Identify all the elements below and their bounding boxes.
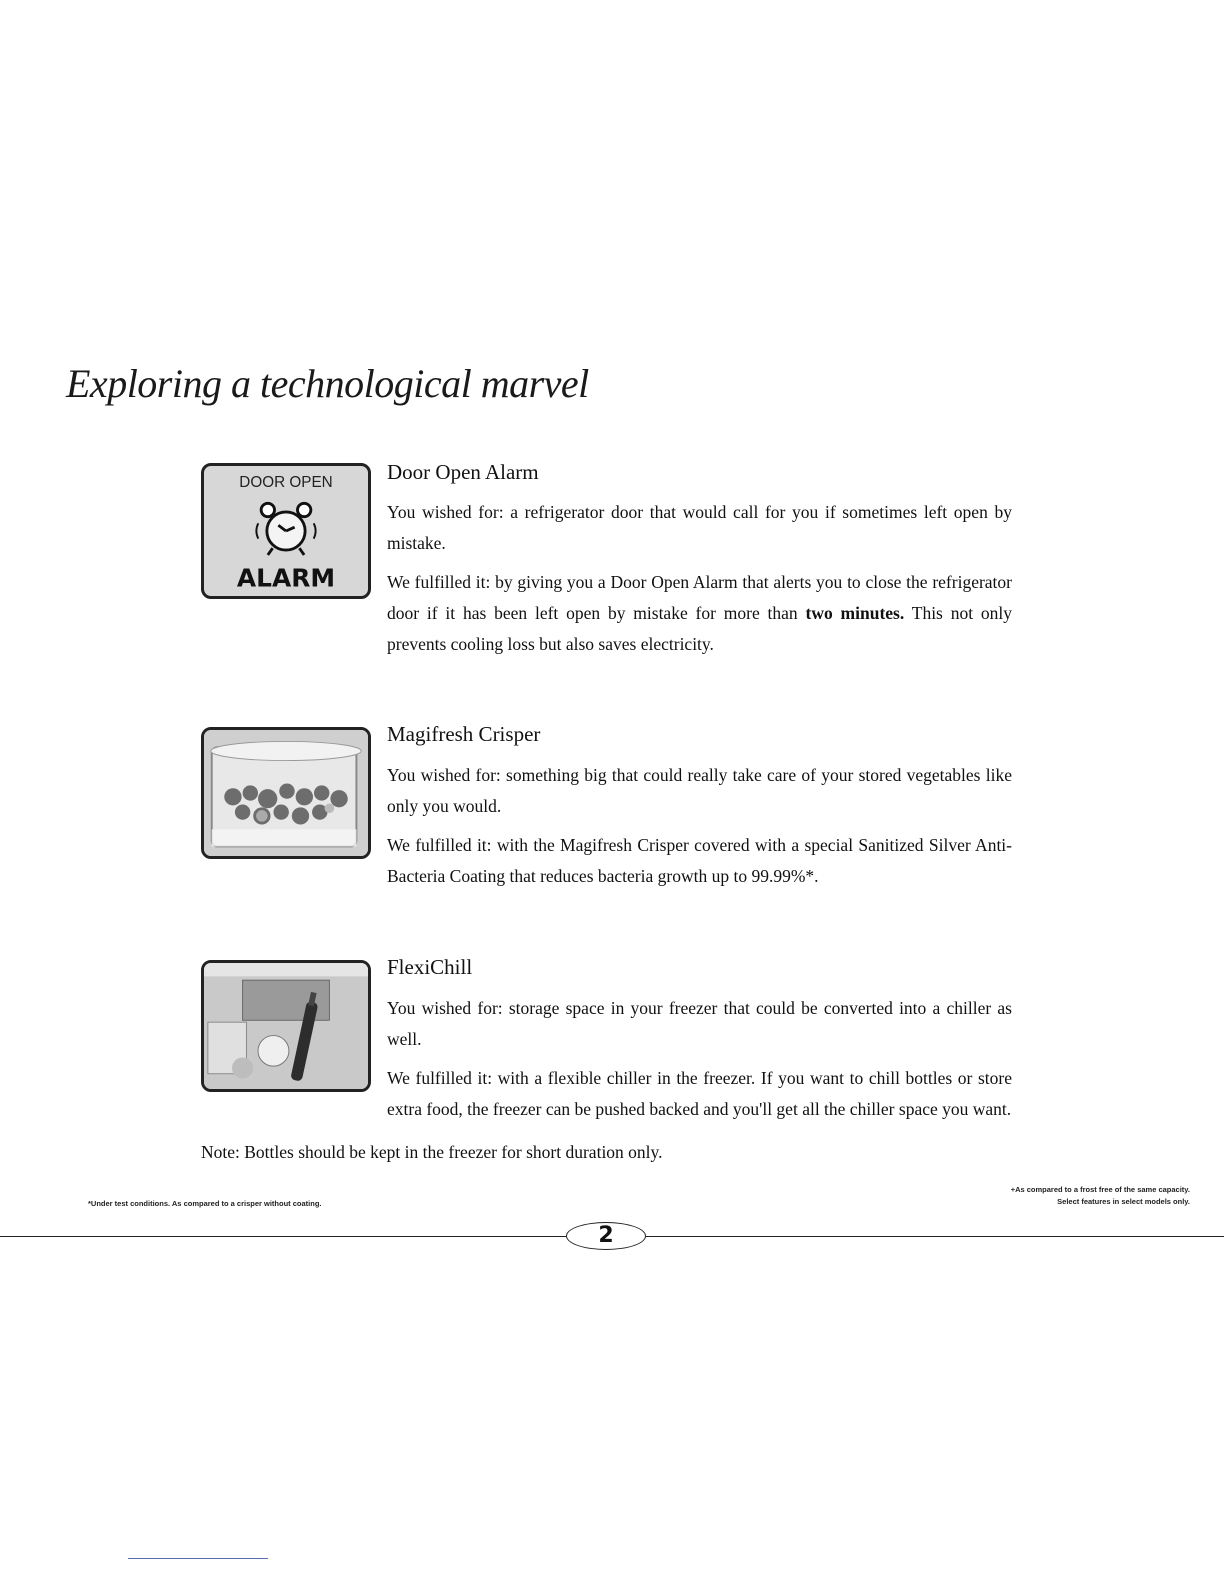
section-door-open-alarm: [201, 460, 1012, 660]
footnote-right: +As compared to a frost free of the same capacity. Select features in select models only.: [1010, 1185, 1190, 1206]
divider-left: [0, 1236, 566, 1237]
note-text: Note: Bottles should be kept in the freezer for short duration only.: [201, 1142, 663, 1162]
section-title: Magifresh Crisper: [387, 722, 541, 746]
fulfilled-text: We fulfilled it: with a flexible chiller in the freezer. If you want to chill bottles or store extra food, the freezer can be pushed backed and you'll get all the chiller space you want.: [387, 1068, 1012, 1119]
footnote-left: *Under test conditions. As compared to a crisper without coating.: [88, 1199, 322, 1208]
fulfilled-text: We fulfilled it: with the Magifresh Crisper covered with a special Sanitized Silver Anti-Bacteria Coating that reduces bacteria growth up to 99.99%*.: [387, 835, 1012, 886]
section-title: Door Open Alarm: [387, 460, 539, 484]
fulfilled-text: We fulfilled it: by giving you a Door Open Alarm that alerts you to close the refrigerator door if it has been left open by mistake for more than two minutes. This not only prevents cooling loss but also saves electricity.: [387, 572, 1012, 654]
section-flexichill: [201, 955, 1012, 1168]
highlight-two-minutes: two minutes.: [805, 603, 905, 623]
freezer-photo: [201, 960, 371, 1092]
alarm-clock-icon: [204, 466, 368, 596]
wish-text: You wished for: something big that could really take care of your stored vegetables like only you would.: [387, 765, 1012, 816]
section-title: FlexiChill: [387, 955, 473, 979]
wish-text: You wished for: a refrigerator door that would call for you if sometimes left open by mistake.: [387, 502, 1012, 553]
section-magifresh-crisper: [201, 722, 1012, 892]
divider-right: [646, 1236, 1224, 1237]
wish-text: You wished for: storage space in your freezer that could be converted into a chiller as well.: [387, 998, 1012, 1049]
bottom-divider: [128, 1558, 268, 1559]
crisper-photo: [201, 727, 371, 859]
svg-text:DOOR OPEN: DOOR OPEN: [239, 474, 333, 492]
page-number: 2: [566, 1222, 646, 1250]
page-title: Exploring a technological marvel: [66, 361, 589, 406]
svg-text:ALARM: ALARM: [236, 563, 336, 593]
door-open-alarm-image: [201, 463, 371, 599]
